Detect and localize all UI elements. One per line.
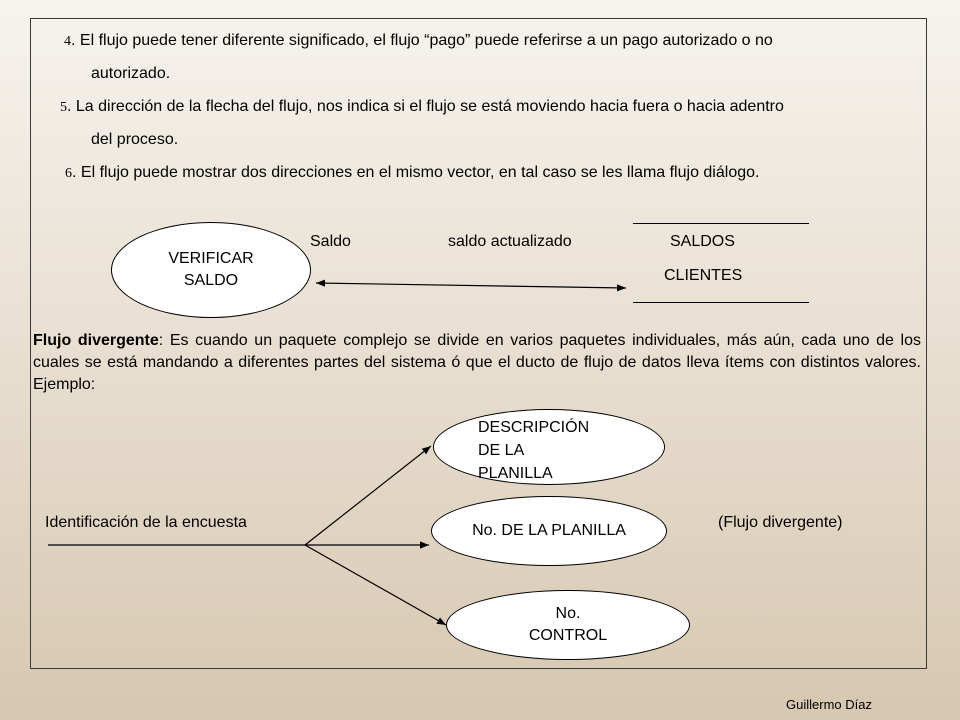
output-3-line-2: CONTROL [528, 627, 608, 644]
flow-label-saldo: Saldo [310, 233, 351, 250]
output-3-line-1: No. [555, 605, 581, 622]
flow-arrow-to-no-control [305, 545, 446, 625]
datastore-line-2: CLIENTES [664, 267, 743, 284]
divergent-note: (Flujo divergente) [718, 514, 843, 531]
process-line-2: SALDO [183, 272, 239, 289]
output-1-line-2: DE LA [478, 442, 525, 459]
point-6-number: 6 [65, 166, 72, 181]
flow-arrow-to-descripcion [305, 446, 431, 545]
output-1-line-1: DESCRIPCIÓN [478, 419, 590, 436]
output-1-line-3: PLANILLA [478, 465, 553, 482]
author-footer: Guillermo Díaz [786, 697, 872, 712]
input-flow-label: Identificación de la encuesta [45, 514, 247, 531]
flow-label-saldo-actualizado: saldo actualizado [448, 233, 572, 250]
point-5-text: . La dirección de la flecha del flujo, nos indica si el flujo se está moviendo hacia fuera o hacia adentro [67, 98, 784, 115]
point-5-number: 5 [60, 100, 67, 115]
bidirectional-flow-arrow [316, 283, 626, 288]
point-6-text: . El flujo puede mostrar dos direcciones en el mismo vector, en tal caso se les llama flujo diálogo. [72, 164, 760, 181]
point-4-number: 4 [64, 34, 71, 49]
process-line-1: VERIFICAR [168, 250, 254, 267]
datastore-line-1: SALDOS [670, 233, 735, 250]
output-2-line-1: No. DE LA PLANILLA [472, 522, 626, 539]
point-4-text: . El flujo puede tener diferente significado, el flujo “pago” puede referirse a un pago autorizado o no [71, 32, 773, 49]
point-4-continuation: autorizado. [91, 65, 171, 82]
divergent-term: Flujo divergente [33, 332, 159, 349]
point-5-continuation: del proceso. [91, 131, 179, 148]
divergent-text: : Es cuando un paquete complejo se divide en varios paquetes individuales, más aún, cada uno de los cuales se está mandando a diferentes partes del sistema ó que el ducto de flujo de datos lleva ítems con distintos valores. Ejemplo: [33, 332, 921, 393]
